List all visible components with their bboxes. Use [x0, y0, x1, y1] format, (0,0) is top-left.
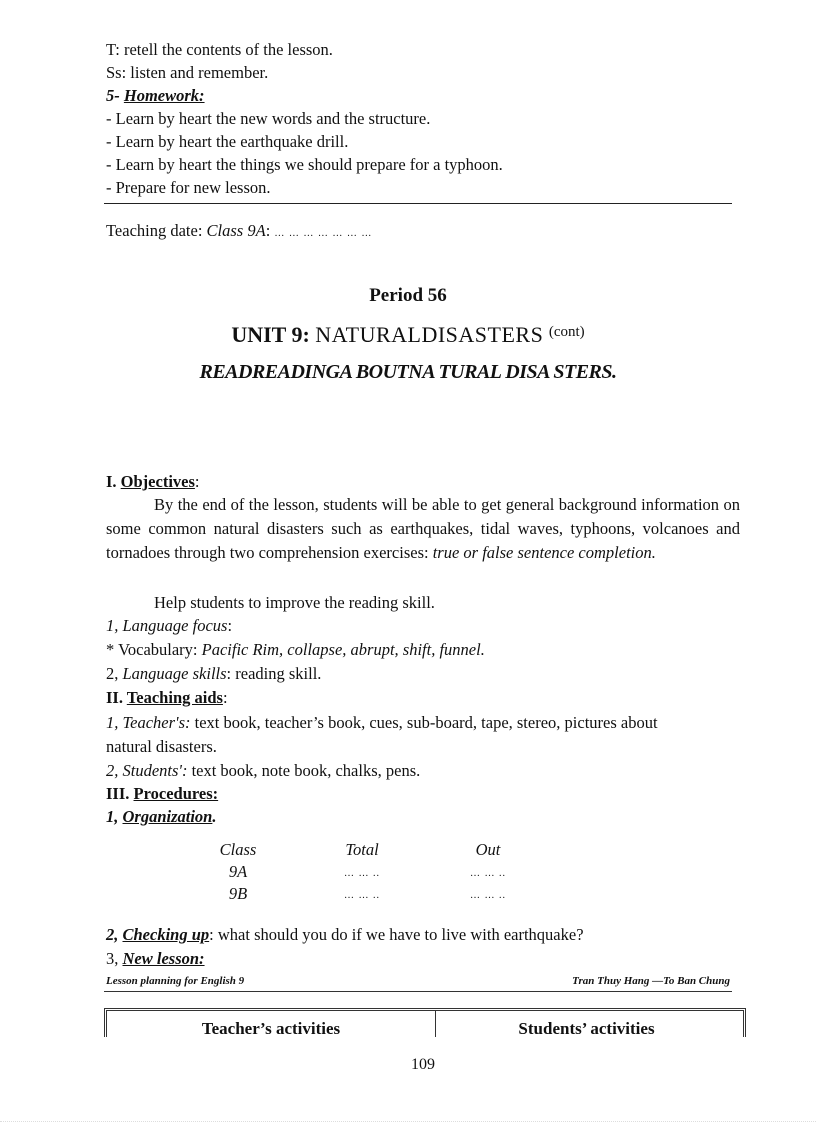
- table-row-out: … … ..: [470, 868, 506, 879]
- listen-line: Ss: listen and remember.: [106, 63, 269, 82]
- objectives-title: Objectives: [120, 472, 195, 491]
- student-aids-number: 2,: [106, 761, 119, 780]
- checking-up-text: : what should you do if we have to live with earthquake?: [209, 925, 584, 944]
- unit-label: UNIT 9:: [231, 322, 310, 347]
- table-row-total: … … ..: [344, 890, 380, 901]
- objectives-heading: [106, 472, 200, 492]
- section-divider: [104, 203, 732, 204]
- table-header-out: Out: [475, 840, 501, 859]
- checking-up-label: Checking up: [122, 925, 210, 944]
- teacher-aids-label: Teacher's:: [122, 713, 191, 732]
- language-skills-label: Language skills: [122, 664, 227, 683]
- aids-colon: :: [222, 688, 228, 707]
- homework-item-1: - Learn by heart the new words and the structure.: [106, 109, 431, 128]
- unit-name: NATURALDISASTERS: [315, 322, 544, 347]
- student-aids-line: [106, 761, 420, 781]
- teaching-date-label: Teaching date:: [106, 221, 207, 240]
- homework-heading: [106, 86, 205, 106]
- organization-dot: .: [212, 807, 217, 826]
- organization-title: Organization: [122, 807, 213, 826]
- footer-left: Lesson planning for English 9: [106, 975, 245, 987]
- lesson-subtitle: READREADINGA BOUTNA TURAL DISA STERS.: [199, 361, 617, 383]
- homework-item-2: - Learn by heart the earthquake drill.: [106, 132, 349, 151]
- table-row-class: 9B: [228, 884, 248, 903]
- objectives-colon: :: [194, 472, 200, 491]
- cont-note: (cont): [548, 324, 585, 340]
- teaching-date-class: Class 9A: [206, 221, 266, 240]
- objectives-paragraph-text: By the end of the lesson, students will be able to get general background information on some common natural disasters such as earthquakes, tidal waves, typhoons, volcanoes and tornadoes through two comprehension exercises:: [106, 495, 740, 562]
- language-focus-number: 1,: [106, 616, 119, 635]
- teacher-aids-line: [106, 713, 740, 733]
- teacher-aids-text: text book, teacher’s book, cues, sub-board, tape, stereo, pictures about: [190, 713, 658, 732]
- teacher-aids-line-2: natural disasters.: [106, 737, 217, 756]
- new-lesson-number: 3,: [106, 949, 119, 968]
- table-row-out: … … ..: [470, 890, 506, 901]
- language-skills-rest: : reading skill.: [226, 664, 322, 683]
- objectives-paragraph-italic: true or false sentence completion.: [432, 543, 656, 562]
- language-skills-line: [106, 664, 321, 684]
- vocabulary-label: * Vocabulary:: [106, 640, 202, 659]
- homework-item-4: - Prepare for new lesson.: [106, 178, 271, 197]
- language-focus-label: Language focus: [122, 616, 228, 635]
- objectives-paragraph: [106, 493, 740, 565]
- checking-up-line: [106, 925, 584, 945]
- table-header-class: Class: [219, 840, 257, 859]
- new-lesson-label: New lesson:: [122, 949, 205, 968]
- student-aids-text: text book, note book, chalks, pens.: [187, 761, 421, 780]
- language-focus-colon: :: [227, 616, 233, 635]
- teacher-aids-number: 1,: [106, 713, 119, 732]
- objectives-number: I.: [106, 472, 117, 491]
- new-lesson-line: [106, 949, 205, 969]
- page-bottom-edge: [0, 1121, 816, 1122]
- activities-table: [104, 1008, 746, 1037]
- language-skills-number: 2,: [106, 664, 119, 683]
- students-activities-header: Students’ activities: [518, 1019, 655, 1038]
- teaching-date-colon: :: [265, 221, 271, 240]
- period-title: Period 56: [369, 285, 447, 306]
- teacher-activities-header: Teacher’s activities: [107, 1011, 436, 1037]
- retell-line: T: retell the contents of the lesson.: [106, 40, 333, 59]
- procedures-title: Procedures:: [133, 784, 219, 803]
- checking-up-number: 2,: [106, 925, 119, 944]
- aids-number: II.: [106, 688, 123, 707]
- teaching-date: [106, 221, 372, 244]
- vocabulary-words: Pacific Rim, collapse, abrupt, shift, funnel.: [201, 640, 485, 659]
- homework-number: 5-: [106, 86, 120, 105]
- unit-title: [0, 322, 816, 348]
- page-number: 109: [411, 1056, 435, 1073]
- procedures-number: III.: [106, 784, 130, 803]
- language-focus-line: [106, 616, 232, 636]
- aids-heading: [106, 688, 228, 708]
- organization-heading: [106, 807, 217, 827]
- footer-right: Tran Thuy Hang —To Ban Chung: [572, 975, 730, 987]
- footer-rule: [104, 991, 732, 992]
- table-row-total: … … ..: [344, 868, 380, 879]
- homework-item-3: - Learn by heart the things we should prepare for a typhoon.: [106, 155, 503, 174]
- organization-number: 1,: [106, 807, 119, 826]
- table-row-class: 9A: [228, 862, 248, 881]
- teaching-date-dots: … … … … … … …: [274, 228, 373, 239]
- homework-title: Homework:: [123, 86, 205, 105]
- reading-skill-line: Help students to improve the reading skill.: [154, 593, 435, 612]
- student-aids-label: Students':: [122, 761, 188, 780]
- procedures-heading: [106, 784, 218, 804]
- table-header-total: Total: [345, 840, 379, 859]
- vocabulary-line: [106, 640, 485, 660]
- aids-title: Teaching aids: [126, 688, 223, 707]
